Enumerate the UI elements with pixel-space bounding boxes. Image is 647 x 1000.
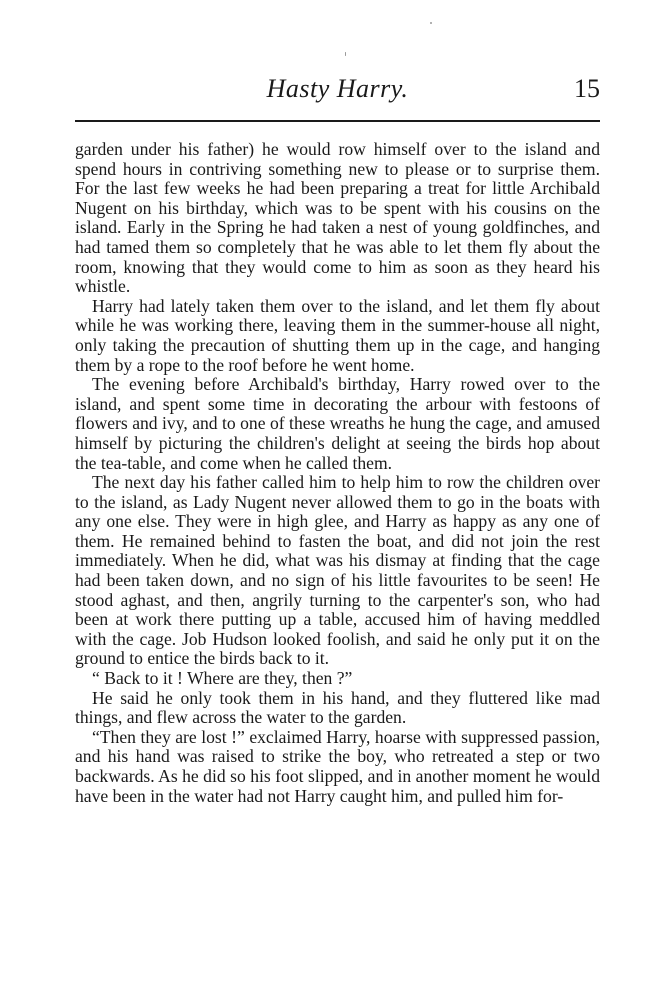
running-title: Hasty Harry. (266, 74, 409, 103)
paper-speck (430, 22, 432, 24)
body-text (75, 140, 600, 806)
paragraph: “ Back to it ! Where are they, then ?” (92, 668, 353, 689)
running-header (75, 72, 600, 112)
paragraph: The next day his father called him to help him to row the children over to the island, as Lady Nugent never allowed them to go in the boats with any one else. They were in high glee, and Harry as happy as any one of them. He remained behind to fasten the boat, and did not join the rest immediately. When he did, what was his dismay at finding that the cage had been taken down, and no sign of his little favourites to be seen! He stood aghast, and then, angrily turning to the carpenter's son, who had been at work there putting up a table, accused him of having meddled with the cage. Job Hudson looked foolish, and said he only put it on the ground to entice the birds back to it. (75, 472, 600, 669)
paper-speck (345, 52, 346, 56)
paragraph: “Then they are lost !” exclaimed Harry, hoarse with suppressed passion, and his hand was raised to strike the boy, who retreated a step or two backwards. As he did so his foot slipped, and in another moment he would have been in the water had not Harry caught him, and pulled him for- (75, 726, 600, 806)
paragraph: Harry had lately taken them over to the island, and let them fly about while he was working there, leaving them in the summer-house all night, only taking the precaution of shutting them up in the cage, and hanging them by a rope to the roof before he went home. (75, 295, 600, 375)
paragraph: He said he only took them in his hand, and they fluttered like mad things, and flew across the water to the garden. (75, 687, 600, 728)
paragraph: garden under his father) he would row himself over to the island and spend hours in contriving something new to please or to surprise them. For the last few weeks he had been preparing a treat for little Archibald Nugent on his birthday, which was to be spent with his cousins on the island. Early in the Spring he had taken a nest of young goldfinches, and had tamed them so completely that he was able to let them fly about the room, knowing that they would come to him as soon as they heard his whistle. (75, 139, 600, 297)
page-number: 15 (574, 74, 600, 103)
paragraph: The evening before Archibald's birthday, Harry rowed over to the island, and spent some time in decorating the arbour with festoons of flowers and ivy, and to one of these wreaths he hung the cage, and amused himself by picturing the children's delight at seeing the birds hop about the tea-table, and come when he called them. (75, 374, 600, 473)
header-rule (75, 120, 600, 122)
